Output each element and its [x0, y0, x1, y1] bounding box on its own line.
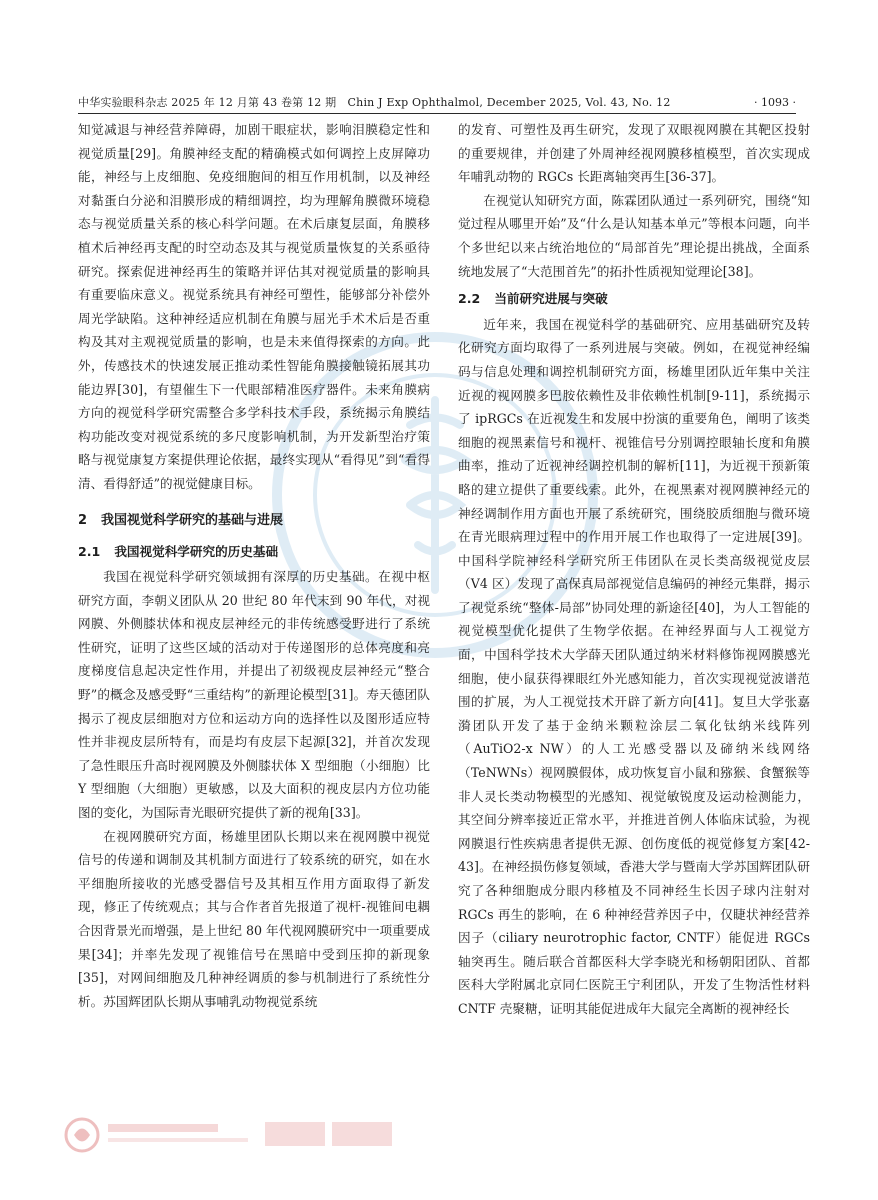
- subsection-title: 当前研究进展与突破: [494, 291, 608, 307]
- right-column: [458, 118, 810, 1138]
- paragraph: 知觉减退与神经营养障碍，加剧干眼症状，影响泪膜稳定性和视觉质量[29]。角膜神经支配的精确模式如何调控上皮屏障功能，神经与上皮细胞、免疫细胞间的相互作用机制，以及神经对黏蛋白分泌和泪膜形成的精细调控，均为理解角膜微环境稳态与视觉质量关系的核心科学问题。在术后康复层面，角膜移植术后神经再支配的时空动态及其与视觉质量恢复的关系亟待研究。探索促进神经再生的策略并评估其对视觉质量的影响具有重要临床意义。视觉系统具有神经可塑性，能够部分补偿外周光学缺陷。这种神经适应机制在角膜与屈光手术术后是否重构及其对主观视觉质量的影响，也是未来值得探索的方向。此外，传感技术的快速发展正推动柔性智能角膜接触镜拓展其功能边界[30]，有望催生下一代眼部精准医疗器件。未来角膜病方向的视觉科学研究需整合多学科技术手段，系统揭示角膜结构功能改变对视觉系统的多尺度影响机制，为开发新型治疗策略与视觉康复方案提供理论依据，最终实现从“看得见”到“看得清、看得舒适”的视觉健康目标。: [78, 122, 430, 491]
- subsection-heading: [458, 287, 810, 311]
- page-number: · 1093 ·: [754, 96, 796, 109]
- section-heading: [78, 510, 430, 532]
- paragraph: 近年来，我国在视觉科学的基础研究、应用基础研究及转化研究方面均取得了一系列进展与突破。例如，在视觉神经编码与信息处理和调控机制研究方面，杨雄里团队近年集中关注近视的视网膜多巴胺依赖性及非依赖性机制[9-11]，系统揭示了 ipRGCs 在近视发生和发展中扮演的重要角色，阐明了该类细胞的视黑素信号和视杆、视锥信号分别调控眼轴长度和角膜曲率，推动了近视神经调控机制的解析[11]，为近视干预新策略的建立提供了重要线索。此外，在视黑素对视网膜神经元的神经调制作用方面也开展了系统研究，围绕胶质细胞与微环境在青光眼病理过程中的作用开展工作也取得了一定进展[39]。中国科学院神经科学研究所王伟团队在灵长类高级视觉皮层（V4 区）发现了高保真局部视觉信息编码的神经元集群，揭示了视觉系统“整体-局部”协同处理的新途径[40]，为人工智能的视觉模型优化提供了生物学依据。在神经界面与人工视觉方面，中国科学技术大学薛天团队通过纳米材料修饰视网膜感光细胞，使小鼠获得裸眼红外光感知能力，首次实现视觉波谱范围的扩展，为人工视觉技术开辟了新方向[41]。复旦大学张嘉漪团队开发了基于金纳米颗粒涂层二氧化钛纳米线阵列（AuTiO2-x NW）的人工光感受器以及碲纳米线网络（TeNWNs）视网膜假体，成功恢复盲小鼠和猕猴、食蟹猴等非人灵长类动物模型的光感知、视觉敏锐度及运动检测能力，其空间分辨率接近正常水平，并推进首例人体临床试验，为视网膜退行性疾病患者提供无源、创伤度低的视觉修复方案[42-43]。在神经损伤修复领域，香港大学与暨南大学苏国辉团队研究了各种细胞成分眼内移植及不同神经生长因子球内注射对 RGCs 再生的影响，在 6 种神经营养因子中，仅睫状神经营养因子（ciliary neurotrophic factor, CNTF）能促进 RGCs 轴突再生。随后联合首都医科大学李晓光和杨朝阳团队、首都医科大学附属北京同仁医院王宁利团队，开发了生物活性材料 CNTF 壳聚糖，证明其能促进成年大鼠完全离断的视神经长: [458, 316, 810, 1016]
- paragraph: 的发育、可塑性及再生研究，发现了双眼视网膜在其靶区投射的重要规律，并创建了外周神经视网膜移植模型，首次实现成年哺乳动物的 RGCs 长距离轴突再生[36-37]。: [458, 122, 810, 185]
- paragraph: 在视网膜研究方面，杨雄里团队长期以来在视网膜中视觉信号的传递和调制及其机制方面进行了较系统的研究，如在水平细胞所接收的光感受器信号及其相互作用方面取得了新发现，修正了传统观点；其与合作者首先报道了视杆-视锥间电耦合因背景光而增强，是上世纪 80 年代视网膜研究中一项重要成果[34]；并率先发现了视锥信号在黑暗中受到压抑的新现象[35]，对网间细胞及几种神经调质的参与机制进行了系统性分析。苏国辉团队长期从事哺乳动物视觉系统: [78, 828, 430, 1009]
- subsection-heading: [78, 540, 430, 564]
- left-column: [78, 118, 430, 1138]
- paragraph: 在视觉认知研究方面，陈霖团队通过一系列研究，围绕“知觉过程从哪里开始”及“什么是认知基本单元”等根本问题，向半个多世纪以来占统治地位的“局部首先”理论提出挑战，全面系统地发展了“大范围首先”的拓扑性质视知觉理论[38]。: [458, 192, 810, 279]
- running-header: [78, 93, 796, 114]
- journal-running-title: 中华实验眼科杂志 2025 年 12 月第 43 卷第 12 期 Chin J Exp Ophthalmol, December 2025, Vol. 43, No. 12: [78, 96, 671, 109]
- paragraph: 我国在视觉科学研究领域拥有深厚的历史基础。在视中枢研究方面，李朝义团队从 20 世纪 80 年代末到 90 年代，对视网膜、外侧膝状体和视皮层神经元的非传统感受野进行了系统性研究，证明了这些区域的活动对于传递图形的总体亮度和亮度梯度信息起决定性作用，并提出了初级视皮层神经元“整合野”的概念及感受野“三重结构”的新理论模型[31]。寿天德团队揭示了视皮层细胞对方位和运动方向的选择性以及图形适应特性并非视皮层所特有，而是均有皮层下起源[32]，并首次发现了急性眼压升高时视网膜及外侧膝状体 X 型细胞（小细胞）比 Y 型细胞（大细胞）更敏感，以及大面积的视皮层内方位功能图的变化，为国际青光眼研究提供了新的视角[33]。: [78, 569, 430, 821]
- subsection-number: 2.2: [458, 291, 481, 307]
- section-title: 我国视觉科学研究的基础与进展: [101, 512, 284, 528]
- section-number: 2: [78, 512, 88, 528]
- subsection-number: 2.1: [78, 543, 101, 559]
- subsection-title: 我国视觉科学研究的历史基础: [114, 543, 279, 559]
